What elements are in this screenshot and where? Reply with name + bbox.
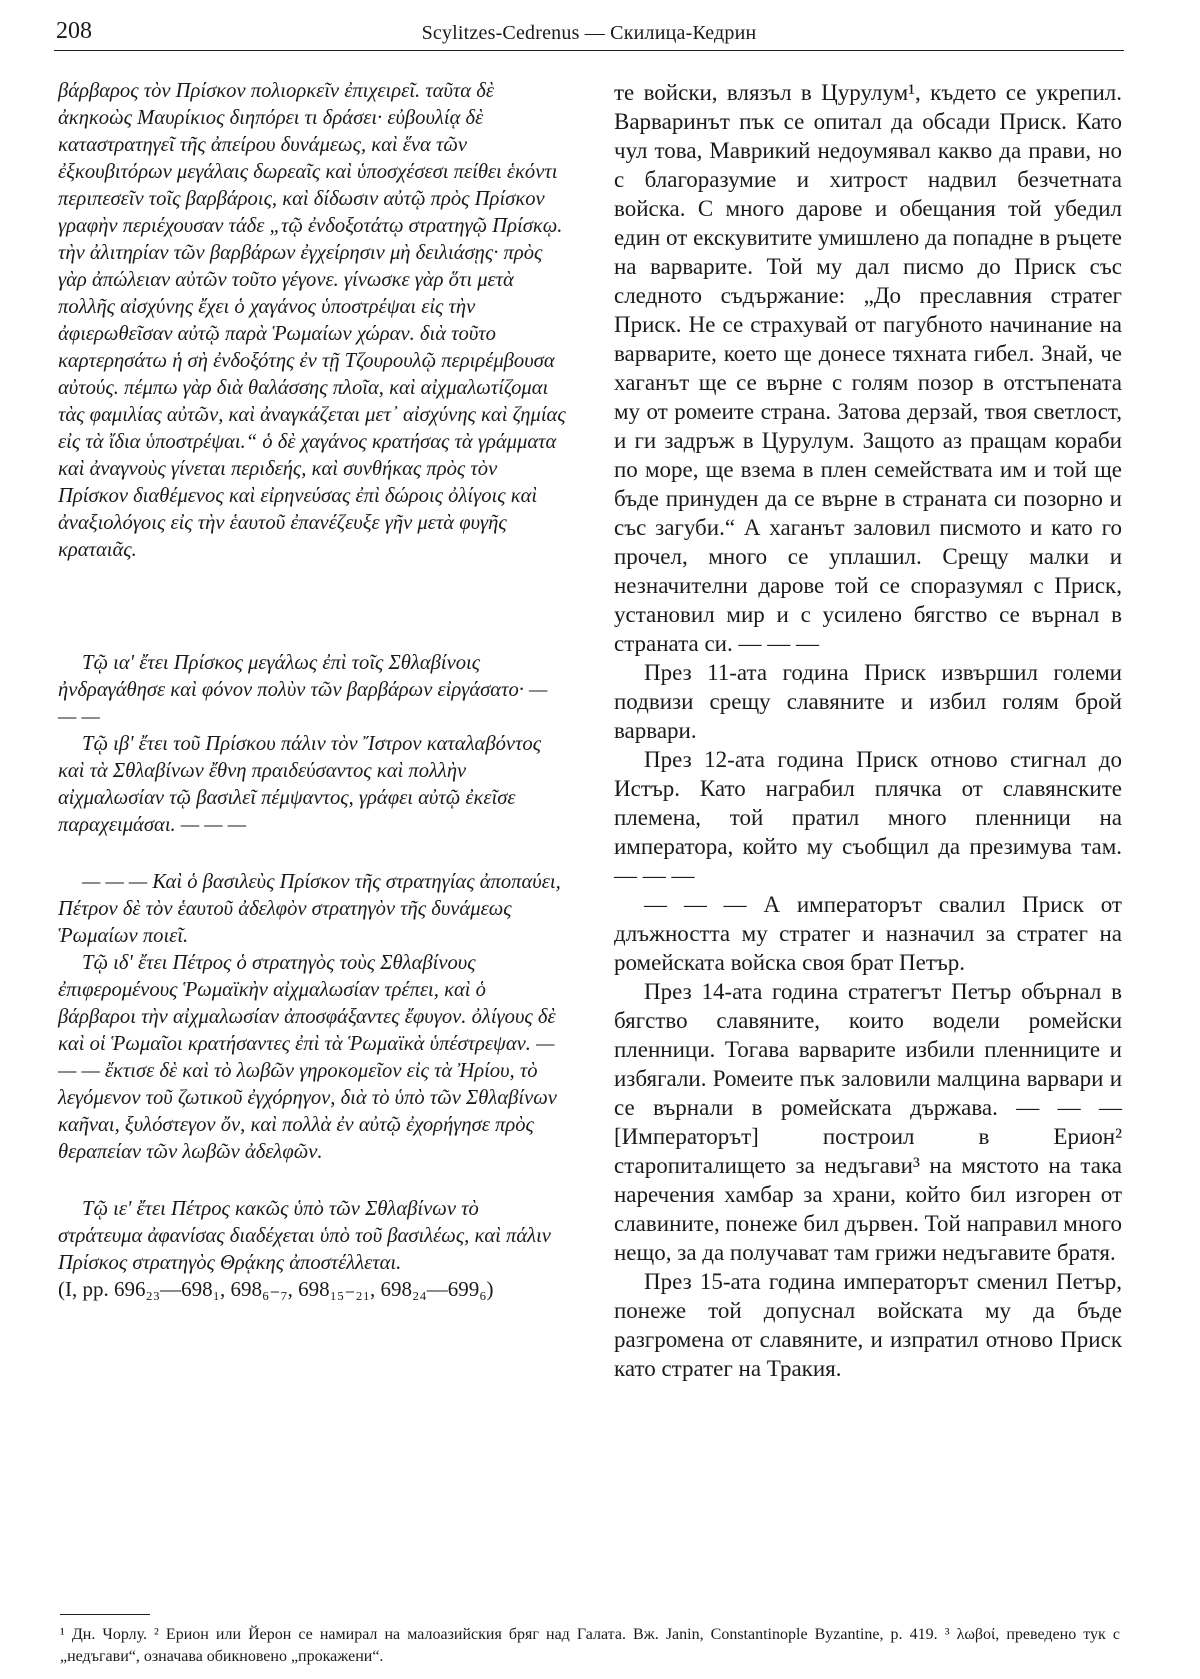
section-gap xyxy=(58,564,568,650)
greek-paragraph: — — — Καὶ ὁ βασιλεὺς Πρίσκον τῆς στρατηγίας ἀποπαύει, Πέτρον δὲ τὸν ἑαυτοῦ ἀδελφὸν στρατηγὸν τῆς δυνάμεως Ῥωμαίων ποιεῖ. xyxy=(58,871,561,947)
footnotes xyxy=(60,1624,1120,1668)
greek-paragraph: βάρβαρος τὸν Πρίσκον πολιορκεῖν ἐπιχειρεῖ. ταῦτα δὲ ἀκηκοὼς Μαυρίκιος διηπόρει τι δράσει· εὐβουλίᾳ δὲ καταστρατηγεῖ τῆς ἀπείρου δυνάμεως, καὶ ἕνα τῶν ἐξκουβιτόρων μεγάλαις δωρεαῖς καὶ ὑποσχέσεσι πείθει ἑκόντι περιπεσεῖν τοῖς βαρβάροις, καὶ δίδωσιν αὐτῷ πρὸς Πρίσκον γραφὴν περιέχουσαν τάδε „τῷ ἐνδοξοτάτῳ στρατηγῷ Πρίσκῳ. τὴν ἀλιτηρίαν τῶν βαρβάρων ἐγχείρησιν μὴ δειλιάσῃς· πρὸς γὰρ ἀπώλειαν αὐτῶν τοῦτο γέγονε. γίνωσκε γὰρ ὅτι μετὰ πολλῆς αἰσχύνης ἔχει ὁ χαγάνος ὑποστρέψαι εἰς τὴν ἀφιερωθεῖσαν αὐτῷ παρὰ Ῥωμαίων χώραν. διὰ τοῦτο καρτερησάτω ἡ σὴ ἐνδοξότης ἐν τῇ Τζουρουλῷ περιρέμβουσα αὐτούς. πέμπω γὰρ διὰ θαλάσσης πλοῖα, καὶ αἰχμαλωτίζομαι τὰς φαμιλίας αὐτῶν, καὶ ἀναγκάζεται μετ᾽ αἰσχύνης καὶ ζημίας εἰς τὰ ἴδια ὑποστρέψαι.“ ὁ δὲ χαγάνος κρατήσας τὰ γράμματα καὶ ἀναγνοὺς γίνεται περιδεής, καὶ συνθήκας πρὸς τὸν Πρίσκον διαθέμενος καὶ εἰρηνεύσας ἐπὶ δώροις ὀλίγοις καὶ ἀναξιολόγοις εἰς τὴν ἑαυτοῦ ἐπανέζευξε γῆν μετὰ φυγῆς κραταιᾶς. xyxy=(58,80,566,561)
bulgarian-text-column xyxy=(614,78,1122,1383)
page-header xyxy=(54,16,1124,51)
bulgarian-paragraph: През 14-ата година стратегът Петър обърнал в бягство славяните, които водели ромейски пленници. Тогава варварите избили пленниците и избягали. Ромеите пък заловили малцина варвари и се върнали в ромейската държава. — — — [Императорът] построил в Ерион² старопиталището за недъгави³ на мястото на така наречения хамбар за храни, който бил изгорен от славините, понеже бил дървен. Той направил много нещо, за да получават там грижи недъгавите братя. xyxy=(614,979,1122,1265)
bulgarian-paragraph: — — — А императорът свалил Приск от длъжността му стратег и назначил за стратег на ромейската войска своя брат Петър. xyxy=(614,892,1122,975)
section-gap xyxy=(58,839,568,869)
footnote-text: ¹ Дн. Чорлу. ² Ерион или Йерон се намирал на малоазийския бряг над Галата. Вж. Janin, Constantinople Byzantine, p. 419. ³ λωβοί, преведено тук с „недъгави“, означава обикновено „прокажени“. xyxy=(60,1626,1120,1665)
page-number: 208 xyxy=(56,18,92,44)
section-gap xyxy=(58,1166,568,1196)
bulgarian-paragraph: През 15-ата година императорът сменил Петър, понеже той допуснал войската му да бъде разгромена от славяните, и изпратил отново Приск като стратег на Тракия. xyxy=(614,1269,1122,1381)
greek-paragraph: Τῷ ιαʹ ἔτει Πρίσκος μεγάλως ἐπὶ τοῖς Σθλαβίνοις ἠνδραγάθησε καὶ φόνον πολὺν τῶν βαρβάρων εἰργάσατο· — — — xyxy=(58,652,548,728)
bulgarian-paragraph: През 12-ата година Приск отново стигнал до Истър. Като награбил плячка от славянските племена, той пратил много пленници на императора, който му съобщил да презимува там. — — — xyxy=(614,747,1122,888)
footnote-rule xyxy=(60,1614,150,1615)
greek-paragraph: Τῷ ιδʹ ἔτει Πέτρος ὁ στρατηγὸς τοὺς Σθλαβίνους ἐπιφερομένους Ῥωμαϊκὴν αἰχμαλωσίαν τρέπει, καὶ ὁ βάρβαροι τὴν αἰχμαλωσίαν ἀποσφάξαντες ἔφυγον. ὀλίγους δὲ καὶ οἱ Ῥωμαῖοι κρατήσαντες ἐπὶ τὰ Ῥωμαϊκὰ ὑπέστρεψαν. — — — ἔκτισε δὲ καὶ τὸ λωβῶν γηροκομεῖον εἰς τὰ Ἠρίου, τὸ λεγόμενον τοῦ ζωτικοῦ ἐγχόρηγον, διὰ τὸ ὑπὸ τῶν Σθλαβίνων καῆναι, ξυλόστεγον ὄν, καὶ πολλὰ ἐν αὐτῷ ἐχορήγησε πρὸς θεραπείαν τῶν λωβῶν ἀδελφῶν. xyxy=(58,952,557,1163)
source-citation: (I, pp. 696₂₃—698₁, 698₆₋₇, 698₁₅₋₂₁, 698₂₄—699₆) xyxy=(58,1277,494,1301)
greek-text-column xyxy=(58,78,568,1302)
greek-paragraph: Τῷ ιβʹ ἔτει τοῦ Πρίσκου πάλιν τὸν Ἴστρον καταλαβόντος καὶ τὰ Σθλαβίνων ἔθνη πραιδεύσαντος καὶ πολλὴν αἰχμαλωσίαν τῷ βασιλεῖ πέμψαντος, γράφει αὐτῷ ἐκεῖσε παραχειμάσαι. — — — xyxy=(58,733,542,836)
greek-paragraph: Τῷ ιεʹ ἔτει Πέτρος κακῶς ὑπὸ τῶν Σθλαβίνων τὸ στράτευμα ἀφανίσας διαδέχεται ὑπὸ τοῦ βασιλέως, καὶ πάλιν Πρίσκος στρατηγὸς Θρᾴκης ἀποστέλλεται. xyxy=(58,1198,551,1274)
bulgarian-paragraph: През 11-ата година Приск извършил големи подвизи срещу славяните и избил голям брой варвари. xyxy=(614,660,1122,743)
running-head: Scylitzes-Cedrenus — Скилица-Кедрин xyxy=(421,22,757,44)
bulgarian-paragraph: те войски, влязъл в Цурулум¹, където се укрепил. Варваринът пък се опитал да обсади Приск. Като чул това, Маврикий недоумявал какво да прави, но с благоразумие и хитрост надвил безчетната войска. С много дарове и обещания той убедил един от екскувитите умишлено да попадне в ръцете на варварите. Той му дал писмо до Приск със следното съдържание: „До преславния стратег Приск. Не се страхувай от пагубното начинание на варварите, което ще донесе тяхната гибел. Знай, че хаганът ще се върне с голям позор в отстъпената му от ромеите страна. Затова дерзай, твоя светлост, и ги задръж в Цурулум. Защото аз пращам кораби по море, ще взема в плен семействата им и той ще бъде принуден да се върне в страната си позорно и със загуби.“ А хаганът заловил писмото и като го прочел, много се уплашил. Срещу малки и незначителни дарове той се споразумял с Приск, установил мир и с усилено бягство се върнал в страната си. — — — xyxy=(614,80,1122,656)
